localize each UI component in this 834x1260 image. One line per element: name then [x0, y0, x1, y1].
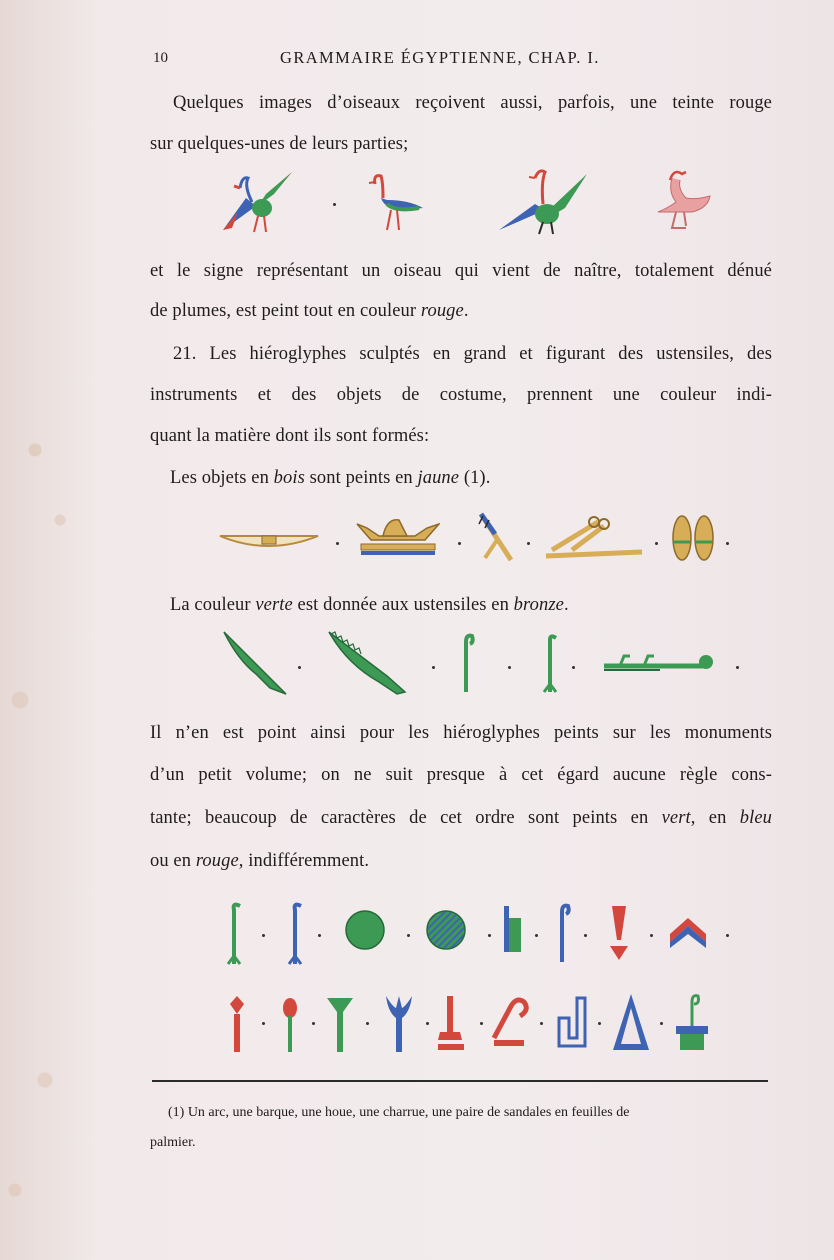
- staff-icon: [552, 902, 572, 964]
- running-title: GRAMMAIRE ÉGYPTIENNE, CHAP. I.: [280, 48, 600, 67]
- hoe-icon: [475, 510, 515, 564]
- paragraph3-line1: 21. Les hiéroglyphes sculptés en grand et figurant des ustensiles, des: [173, 344, 772, 364]
- lotus-icon: [382, 992, 416, 1054]
- bronze-objects-row: [0, 628, 834, 698]
- staff-icon: [538, 632, 564, 694]
- sickle-icon: [488, 994, 532, 1050]
- scepter-icon: [222, 900, 246, 966]
- triangle-icon: [611, 992, 651, 1052]
- footnote-line2: palmier.: [150, 1135, 196, 1150]
- paragraph4-line2: d’un petit volume; on ne suit presque à cet égard aucune règle cons-: [150, 765, 772, 785]
- boat-icon: [355, 516, 440, 558]
- scepter-icon: [600, 650, 720, 680]
- footnote-rule: [152, 1080, 768, 1082]
- bird-icon: [365, 170, 427, 235]
- paragraph1-line1: Quelques images d’oiseaux reçoivent aussi, parfois, une teinte rouge: [173, 93, 772, 113]
- papyrus-icon: [325, 994, 355, 1054]
- mixed-row-2: [0, 990, 834, 1058]
- circle-icon: [343, 910, 387, 950]
- staff-icon: [456, 632, 476, 694]
- stair-icon: [555, 994, 589, 1050]
- mixed-row-1: [0, 898, 834, 968]
- bird-icon: [495, 168, 590, 238]
- plough-icon: [542, 514, 644, 560]
- page-number: 10: [153, 50, 168, 66]
- bow-icon: [218, 530, 320, 552]
- paragraph1-line2: sur quelques-unes de leurs parties;: [150, 134, 409, 154]
- paragraph4-line4: ou en rouge, indifféremment.: [150, 851, 370, 871]
- circle-icon: [424, 910, 468, 950]
- stand-icon: [674, 992, 710, 1052]
- footnote-line1: (1) Un arc, une barque, une houe, une charrue, une paire de sandales en feuilles de: [168, 1105, 630, 1120]
- wood-line: Les objets en bois sont peints en jaune (1).: [170, 468, 491, 488]
- paragraph3-line3: quant la matière dont ils sont formés:: [150, 426, 430, 446]
- bird-icon: [652, 168, 714, 234]
- bird-icon: [218, 168, 298, 238]
- knife-icon: [220, 630, 290, 698]
- birds-row: [0, 165, 834, 240]
- wood-objects-row: [0, 508, 834, 568]
- weight-icon: [434, 994, 468, 1054]
- paragraph2-line1: et le signe représentant un oiseau qui vient de naître, totalement dénué: [150, 261, 772, 281]
- mace-icon: [279, 994, 301, 1054]
- arrow-icon: [604, 904, 634, 962]
- saw-icon: [325, 630, 407, 698]
- chevron-icon: [668, 916, 708, 950]
- paragraph4-line3: tante; beaucoup de caractères de cet ordre sont peints en vert, en bleu: [150, 808, 772, 828]
- pillar-icon: [500, 904, 526, 956]
- bronze-line: La couleur verte est donnée aux ustensiles en bronze.: [170, 595, 569, 615]
- scepter-icon: [283, 900, 307, 966]
- paragraph2-line2: de plumes, est peint tout en couleur rouge.: [150, 301, 469, 321]
- mace-icon: [226, 994, 248, 1054]
- paragraph4-line1: Il n’en est point ainsi pour les hiéroglyphes peints sur les monuments: [150, 723, 772, 743]
- paragraph3-line2: instruments et des objets de costume, prennent une couleur indi-: [150, 385, 772, 405]
- sandals-icon: [670, 512, 716, 562]
